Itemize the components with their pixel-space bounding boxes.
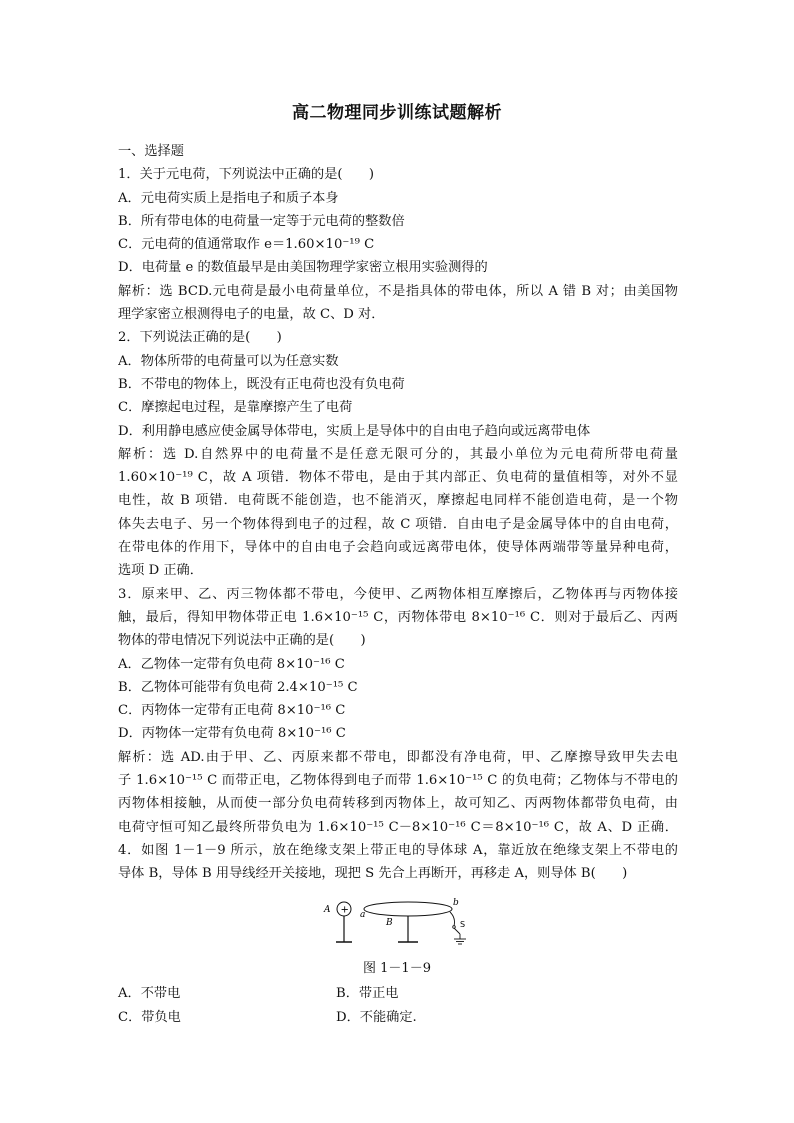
text-line: 在带电体的作用下，导体中的自由电子会趋向或远离带电体，使导体两端带等量异种电荷，	[118, 540, 678, 556]
text-line: 一、选择题	[118, 144, 184, 159]
label-b-body: B	[386, 918, 393, 928]
label-plus: +	[340, 904, 349, 916]
option-c: C．带负电	[118, 1010, 181, 1025]
text-line: 解析：选 AD.由于甲、乙、丙原来都不带电，即都没有净电荷，甲、乙摩擦导致甲失去电	[118, 749, 678, 765]
label-small-b: b	[453, 898, 459, 908]
text-line: 解析：选 D.自然界中的电荷量不是任意无限可分的，其最小单位为元电荷所带电荷量	[118, 446, 678, 462]
text-line: B．所有带电体的电荷量一定等于元电荷的整数倍	[118, 213, 405, 229]
text-line: 体失去电子、另一个物体得到电子的过程，故 C 项错．自由电子是金属导体中的自由电荷，	[118, 516, 678, 532]
answer-options	[118, 982, 678, 1030]
text-line: D．电荷量 e 的数值最早是由美国物理学家密立根用实验测得的	[118, 260, 488, 276]
conductor-b	[364, 902, 452, 916]
text-line: 导体 B，导体 B 用导线经开关接地，现把 S 先合上再断开，再移走 A，则导体 B( )	[118, 866, 628, 882]
option-b: B．带正电	[336, 986, 399, 1001]
text-line: 2．下列说法正确的是( )	[118, 330, 282, 346]
text-line: C．摩擦起电过程，是靠摩擦产生了电荷	[118, 400, 353, 416]
text-line: B．不带电的物体上，既没有正电荷也没有负电荷	[118, 376, 405, 392]
text-line: C．元电荷的值通常取作 e＝1.60×10⁻¹⁹ C	[118, 237, 375, 253]
figure-caption: 图 1－1－9	[363, 961, 431, 976]
label-a: A	[324, 905, 331, 915]
option-a: A．不带电	[118, 986, 181, 1001]
text-line: A．元电荷实质上是指电子和质子本身	[118, 190, 339, 206]
text-line: 1．关于元电荷，下列说法中正确的是( )	[118, 167, 375, 183]
figure-conductor-diagram	[322, 896, 472, 952]
text-line: B．乙物体可能带有负电荷 2.4×10⁻¹⁵ C	[118, 679, 358, 695]
option-row-2	[118, 1006, 678, 1030]
label-s: S	[460, 920, 466, 929]
text-line: A．物体所带的电荷量可以为任意实数	[118, 353, 339, 369]
text-line: 1.60×10⁻¹⁹ C，故 A 项错．物体不带电，是由于其内部正、负电荷的量值相等，对外不显	[118, 470, 678, 486]
ground-wire	[450, 912, 455, 926]
question-text-block	[118, 140, 678, 886]
text-line: D．利用静电感应使金属导体带电，实质上是导体中的自由电子趋向或远离带电体	[118, 423, 591, 439]
label-small-a: a	[360, 910, 366, 920]
page-title: 高二物理同步训练试题解析	[292, 103, 502, 123]
text-line: 解析：选 BCD.元电荷是最小电荷量单位，不是指具体的带电体，所以 A 错 B 对；由美国物	[118, 283, 678, 299]
text-line: 理学家密立根测得电子的电量，故 C、D 对．	[118, 307, 385, 323]
text-line: 3．原来甲、乙、丙三物体都不带电，今使甲、乙两物体相互摩擦后，乙物体再与丙物体接	[118, 586, 678, 602]
text-line: C．丙物体一定带有正电荷 8×10⁻¹⁶ C	[118, 703, 346, 719]
text-line: D．丙物体一定带有负电荷 8×10⁻¹⁶ C	[118, 726, 346, 742]
text-line: 电性，故 B 项错．电荷既不能创造，也不能消灭，摩擦起电同样不能创造电荷，是一个物	[118, 493, 678, 509]
text-line: 子 1.6×10⁻¹⁵ C 而带正电，乙物体得到电子而带 1.6×10⁻¹⁵ C 的负电荷；乙物体与不带电的	[118, 773, 678, 789]
option-d: D．不能确定.	[336, 1010, 417, 1025]
switch-contact	[453, 926, 456, 929]
text-line: 4．如图 1－1－9 所示，放在绝缘支架上带正电的导体球 A，靠近放在绝缘支架上不带电的	[118, 842, 678, 858]
text-line: 丙物体相接触，从而使一部分负电荷转移到丙物体上，故可知乙、丙两物体都带负电荷，由	[118, 796, 678, 812]
option-row-1	[118, 982, 678, 1006]
text-line: 选项 D 正确．	[118, 563, 203, 579]
text-line: 物体的带电情况下列说法中正确的是( )	[118, 633, 366, 649]
text-line: 电荷守恒可知乙最终所带负电为 1.6×10⁻¹⁵ C－8×10⁻¹⁶ C＝8×10⁻¹⁶ C，故 A、D 正确．	[118, 819, 678, 835]
text-line: A．乙物体一定带有负电荷 8×10⁻¹⁶ C	[118, 656, 345, 672]
text-line: 触，最后，得知甲物体带正电 1.6×10⁻¹⁵ C，丙物体带电 8×10⁻¹⁶ C．则对于最后乙、丙两	[118, 609, 678, 625]
